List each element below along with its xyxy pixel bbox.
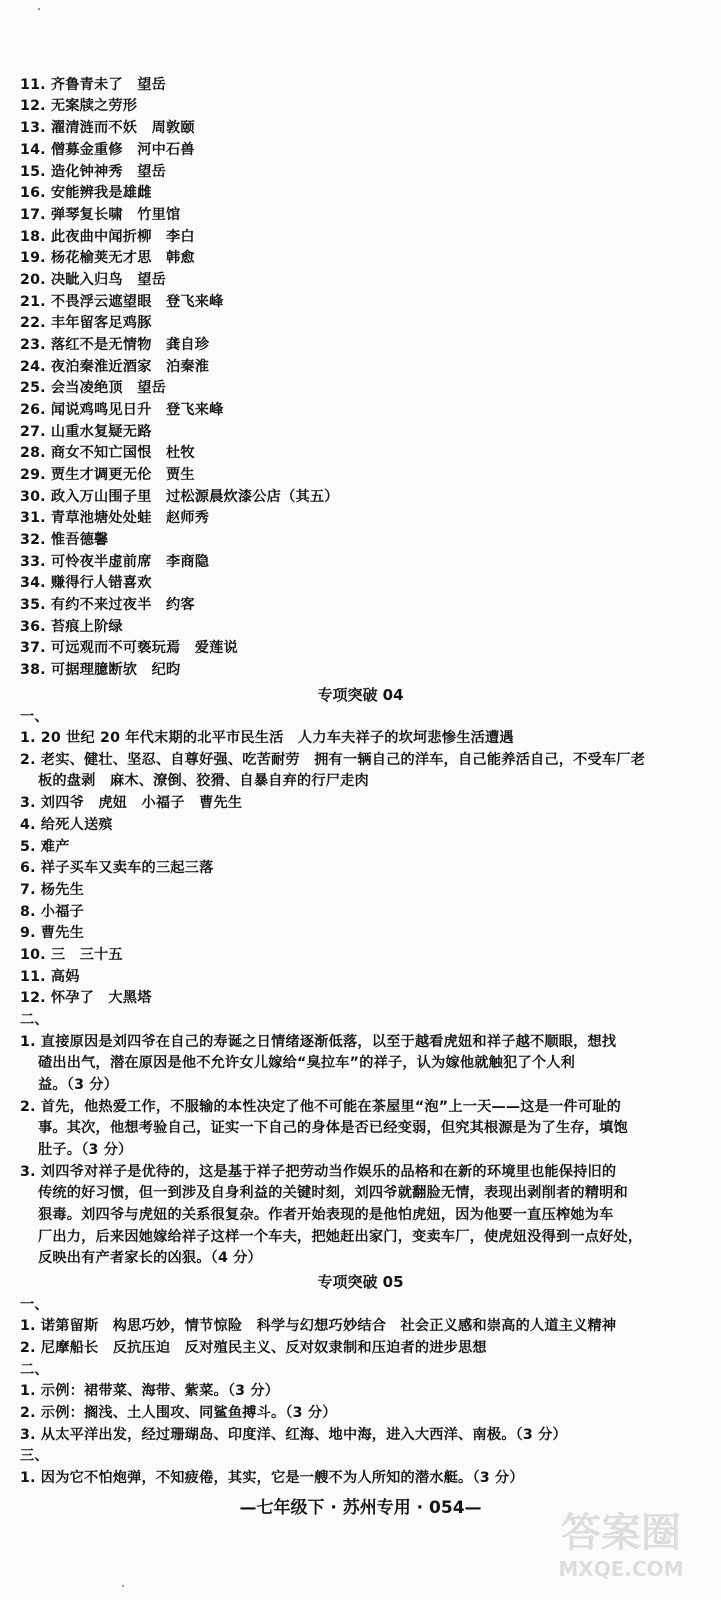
answer-line: 23. 落红不是无情物 龚自珍 (20, 337, 210, 353)
section-title-04: 专项突破 04 (317, 686, 404, 704)
answer-line: 反映出有产者家长的凶狠。（4 分） (38, 1250, 262, 1266)
answer-line: 15. 造化钟神秀 望岳 (20, 164, 166, 180)
answer-line: 2. 老实、健壮、坚忍、自尊好强、吃苦耐劳 拥有一辆自己的洋车，自己能养活自己，不受车厂老 (20, 752, 646, 768)
answer-line: 肚子。（3 分） (38, 1142, 133, 1158)
watermark-text: 答案圈 (561, 1510, 681, 1556)
answer-line: 34. 赚得行人错喜欢 (20, 575, 152, 591)
answer-line: 厂出力，后来因她嫁给祥子这样一个车夫，把她赶出家门，变卖车厂，使虎妞没得到一点好处， (38, 1229, 643, 1245)
answer-line: 5. 难产 (20, 839, 70, 855)
answer-line: 29. 贾生才调更无伦 贾生 (20, 467, 195, 483)
answer-line: 12. 无案牍之劳形 (20, 98, 138, 114)
answer-line: 1. 20 世纪 20 年代末期的北平市民生活 人力车夫祥子的坎坷悲惨生活遭遇 (20, 730, 514, 746)
answer-line: 31. 青草池塘处处蛙 赵师秀 (20, 510, 210, 526)
answer-line: 26. 闻说鸡鸣见日升 登飞来峰 (20, 402, 224, 418)
watermark-url: MXQE.COM (558, 1557, 684, 1581)
answer-line: 21. 不畏浮云遮望眼 登飞来峰 (20, 294, 224, 310)
answer-line: 27. 山重水复疑无路 (20, 424, 152, 440)
answer-line: 3. 从太平洋出发，经过珊瑚岛、印度洋、红海、地中海，进入大西洋、南极。（3 分） (20, 1427, 567, 1443)
answer-line: 9. 曹先生 (20, 925, 84, 941)
answer-line: 14. 僧募金重修 河中石兽 (20, 142, 195, 158)
section-title-05: 专项突破 05 (317, 1273, 404, 1291)
answer-line: 8. 小福子 (20, 904, 84, 920)
answer-line: 24. 夜泊秦淮近酒家 泊秦淮 (20, 359, 210, 375)
answer-line: 11. 高妈 (20, 969, 80, 985)
answer-line: 22. 丰年留客足鸡豚 (20, 315, 152, 331)
answer-line: 1. 诺第留斯 构思巧妙，情节惊险 科学与幻想巧妙结合 社会正义感和崇高的人道主义精神 (20, 1318, 617, 1334)
answer-line: 6. 祥子买车又卖车的三起三落 (20, 860, 214, 876)
answer-line: 传统的好习惯，但一到涉及自身利益的关键时刻，刘四爷就翻脸无情，表现出剥削者的精明和 (38, 1185, 628, 1201)
answer-line: 碴出出气，潜在原因是他不允许女儿嫁给“臭拉车”的祥子，认为嫁他就触犯了个人利 (38, 1055, 576, 1071)
answer-line: 10. 三 三十五 (20, 947, 123, 963)
answer-line: 2. 首先，他热爱工作，不服输的本性决定了他不可能在茶屋里“泡”上一天——这是一件可耻的 (20, 1099, 621, 1115)
answer-line: 37. 可远观而不可亵玩焉 爱莲说 (20, 640, 238, 656)
page-footer: —七年级下 · 苏州专用 · 054— (239, 1498, 482, 1518)
part-label: 一、 (20, 709, 49, 725)
answer-line: 16. 安能辨我是雄雌 (20, 185, 152, 201)
answer-line: 19. 杨花榆荚无才思 韩愈 (20, 250, 195, 266)
answer-line: 1. 因为它不怕炮弹，不知疲倦，其实，它是一艘不为人所知的潜水艇。（3 分） (20, 1470, 524, 1486)
answer-line: 4. 给死人送殡 (20, 817, 113, 833)
answer-line: 25. 会当凌绝顶 望岳 (20, 380, 166, 396)
answer-line: 2. 尼摩船长 反抗压迫 反对殖民主义、反对奴隶制和压迫者的进步思想 (20, 1340, 487, 1356)
part-label: 二、 (20, 1012, 49, 1028)
answer-line: 益。（3 分） (38, 1077, 119, 1093)
answer-line: 38. 可据理臆断欤 纪昀 (20, 662, 181, 678)
answer-line: 板的盘剥 麻木、潦倒、狡猾、自暴自弃的行尸走肉 (38, 773, 369, 789)
answer-line: 3. 刘四爷对祥子是优待的，这是基于祥子把劳动当作娱乐的品格和在新的环境里也能保持旧的 (20, 1164, 617, 1180)
scan-mark (38, 8, 40, 10)
answer-line: 2. 示例：搁浅、土人围攻、同鲨鱼搏斗。（3 分） (20, 1405, 337, 1421)
answer-line: 7. 杨先生 (20, 882, 84, 898)
answer-line: 33. 可怜夜半虚前席 李商隐 (20, 554, 210, 570)
answer-line: 18. 此夜曲中闻折柳 李白 (20, 229, 195, 245)
answer-line: 11. 齐鲁青未了 望岳 (20, 77, 166, 93)
answer-line: 13. 濯清涟而不妖 周敦颐 (20, 120, 195, 136)
part-label: 一、 (20, 1297, 49, 1313)
answer-line: 狠毒。刘四爷与虎妞的关系很复杂。作者开始表现的是他怕虎妞，因为他要一直压榨她为车 (38, 1207, 614, 1223)
answer-line: 事。其次，他想考验自己，证实一下自己的身体是否已经变弱，但究其根源是为了生存，填饱 (38, 1120, 628, 1136)
answer-line: 12. 怀孕了 大黑塔 (20, 990, 152, 1006)
answer-line: 1. 示例：裙带菜、海带、紫菜。（3 分） (20, 1383, 280, 1399)
answer-line: 17. 弹琴复长啸 竹里馆 (20, 207, 181, 223)
answer-line: 1. 直接原因是刘四爷在自己的寿诞之日情绪逐渐低落，以至于越看虎妞和祥子越不顺眼，想找 (20, 1034, 617, 1050)
part-label: 三、 (20, 1448, 49, 1464)
answer-line: 28. 商女不知亡国恨 杜牧 (20, 445, 195, 461)
answer-line: 30. 政入万山围子里 过松源晨炊漆公店（其五） (20, 489, 339, 505)
watermark-logo (531, 1494, 711, 1584)
answer-line: 32. 惟吾德馨 (20, 532, 109, 548)
answer-line: 20. 决眦入归鸟 望岳 (20, 272, 166, 288)
answer-line: 36. 苔痕上阶绿 (20, 619, 123, 635)
answer-line: 35. 有约不来过夜半 约客 (20, 597, 195, 613)
part-label: 二、 (20, 1362, 49, 1378)
answer-line: 3. 刘四爷 虎妞 小福子 曹先生 (20, 795, 243, 811)
scan-mark (122, 1585, 124, 1587)
